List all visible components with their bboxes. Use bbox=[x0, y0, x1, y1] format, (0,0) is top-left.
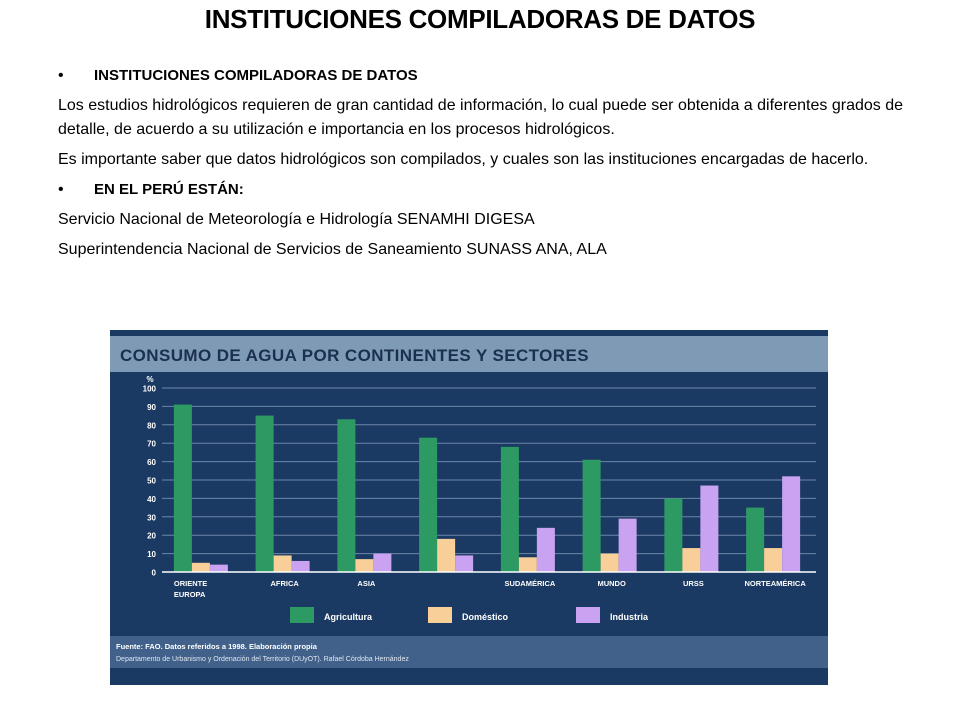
y-tick-label: 20 bbox=[147, 531, 156, 541]
bar-agricultura bbox=[419, 438, 437, 572]
slide-body bbox=[58, 64, 908, 268]
bar-agricultura bbox=[583, 460, 601, 572]
bar-domstico bbox=[764, 548, 782, 572]
paragraph-estudios: Los estudios hidrológicos requieren de gran cantidad de información, lo cual puede ser obtenida a diferentes grados de detalle, de acuerdo a su utilización e importancia en los procesos hidrológicos. bbox=[58, 97, 903, 138]
bar-industria bbox=[700, 486, 718, 572]
y-tick-label: 80 bbox=[147, 421, 156, 431]
line-senamhi: Servicio Nacional de Meteorología e Hidrología SENAMHI DIGESA bbox=[58, 211, 535, 228]
chart-credit: Departamento de Urbanismo y Ordenación del Territorio (DUyOT). Rafael Córdoba Hernández bbox=[116, 656, 409, 663]
x-tick-label: EUROPA bbox=[173, 590, 206, 599]
y-axis-label: % bbox=[146, 375, 154, 384]
bar-industria bbox=[210, 565, 228, 572]
x-tick-label: MUNDO bbox=[597, 579, 626, 588]
bar-industria bbox=[782, 476, 800, 572]
y-tick-label: 0 bbox=[151, 568, 156, 578]
bar-industria bbox=[455, 555, 473, 572]
y-tick-label: 50 bbox=[147, 476, 156, 486]
x-tick-label: SUDAMÉRICA bbox=[504, 579, 556, 588]
chart-title: CONSUMO DE AGUA POR CONTINENTES Y SECTORES bbox=[120, 346, 589, 365]
bar-agricultura bbox=[501, 447, 519, 572]
legend-swatch bbox=[576, 607, 600, 623]
y-tick-label: 10 bbox=[147, 550, 156, 560]
x-tick-label: AFRICA bbox=[270, 579, 299, 588]
water-consumption-chart bbox=[110, 330, 828, 685]
legend-label: Agricultura bbox=[324, 612, 373, 622]
bar-domstico bbox=[519, 557, 537, 572]
bar-domstico bbox=[355, 559, 373, 572]
y-tick-label: 70 bbox=[147, 439, 156, 449]
y-tick-label: 90 bbox=[147, 402, 156, 412]
bar-agricultura bbox=[746, 508, 764, 572]
x-tick-label: ORIENTE bbox=[173, 579, 208, 588]
bullet-instituciones: • INSTITUCIONES COMPILADORAS DE DATOS bbox=[58, 64, 908, 88]
chart-background bbox=[110, 330, 828, 685]
bar-domstico bbox=[601, 554, 619, 572]
x-tick-label: NORTEAMÉRICA bbox=[744, 579, 806, 588]
y-tick-label: 40 bbox=[147, 494, 156, 504]
bar-agricultura bbox=[256, 416, 274, 572]
y-tick-label: 100 bbox=[142, 384, 156, 394]
slide-title: INSTITUCIONES COMPILADORAS DE DATOS bbox=[204, 4, 756, 34]
bar-industria bbox=[373, 554, 391, 572]
legend-label: Doméstico bbox=[462, 612, 509, 622]
bar-agricultura bbox=[664, 498, 682, 572]
chart-source: Fuente: FAO. Datos referidos a 1998. Elaboración propia bbox=[116, 642, 317, 651]
bar-domstico bbox=[437, 539, 455, 572]
bar-industria bbox=[537, 528, 555, 572]
y-tick-label: 30 bbox=[147, 513, 156, 523]
paragraph-importante: Es importante saber que datos hidrológicos son compilados, y cuales son las instituciones encargadas de hacerlo. bbox=[58, 151, 869, 168]
bar-agricultura bbox=[337, 419, 355, 572]
bar-industria bbox=[292, 561, 310, 572]
bar-domstico bbox=[192, 563, 210, 572]
legend-swatch bbox=[290, 607, 314, 623]
bar-domstico bbox=[682, 548, 700, 572]
bar-domstico bbox=[274, 555, 292, 572]
chart-footer bbox=[110, 636, 828, 668]
bullet-peru: • EN EL PERÚ ESTÁN: bbox=[58, 178, 908, 202]
y-tick-label: 60 bbox=[147, 458, 156, 468]
line-sunass: Superintendencia Nacional de Servicios de Saneamiento SUNASS ANA, ALA bbox=[58, 241, 607, 258]
x-tick-label: URSS bbox=[682, 579, 704, 588]
bar-agricultura bbox=[174, 405, 192, 572]
legend-swatch bbox=[428, 607, 452, 623]
x-tick-label: ASIA bbox=[357, 579, 376, 588]
chart-svg bbox=[110, 330, 828, 685]
legend-label: Industria bbox=[610, 612, 649, 622]
bar-industria bbox=[619, 519, 637, 572]
